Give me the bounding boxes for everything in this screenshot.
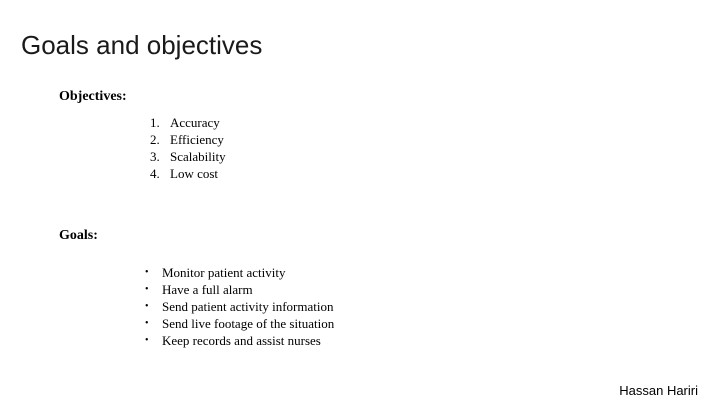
objective-text: Scalability	[170, 149, 226, 164]
list-item	[145, 332, 334, 349]
list-item	[145, 315, 334, 332]
list-item	[150, 131, 226, 148]
list-item	[145, 281, 334, 298]
objective-text: Low cost	[170, 166, 219, 181]
bullet-icon: •	[145, 301, 149, 312]
list-item	[145, 298, 334, 315]
list-item	[150, 165, 226, 182]
list-number: 2.	[150, 132, 160, 147]
goals-list	[145, 264, 334, 349]
author-footer: Hassan Hariri	[619, 383, 698, 398]
bullet-icon: •	[145, 318, 149, 329]
objectives-list	[150, 114, 226, 182]
bullet-icon: •	[145, 284, 149, 295]
list-item	[145, 264, 334, 281]
goal-text: Monitor patient activity	[162, 265, 286, 280]
objective-text: Accuracy	[170, 115, 220, 130]
objectives-heading: Objectives:	[59, 89, 127, 104]
bullet-icon: •	[145, 335, 149, 346]
goal-text: Have a full alarm	[162, 282, 253, 297]
list-item	[150, 114, 226, 131]
list-item	[150, 148, 226, 165]
goal-text: Send patient activity information	[162, 299, 334, 314]
list-number: 1.	[150, 115, 160, 130]
list-number: 3.	[150, 149, 160, 164]
objective-text: Efficiency	[170, 132, 224, 147]
goals-heading: Goals:	[59, 228, 98, 243]
goal-text: Keep records and assist nurses	[162, 333, 321, 348]
bullet-icon: •	[145, 267, 149, 278]
slide-title: Goals and objectives	[21, 30, 263, 60]
list-number: 4.	[150, 166, 160, 181]
goal-text: Send live footage of the situation	[162, 316, 335, 331]
